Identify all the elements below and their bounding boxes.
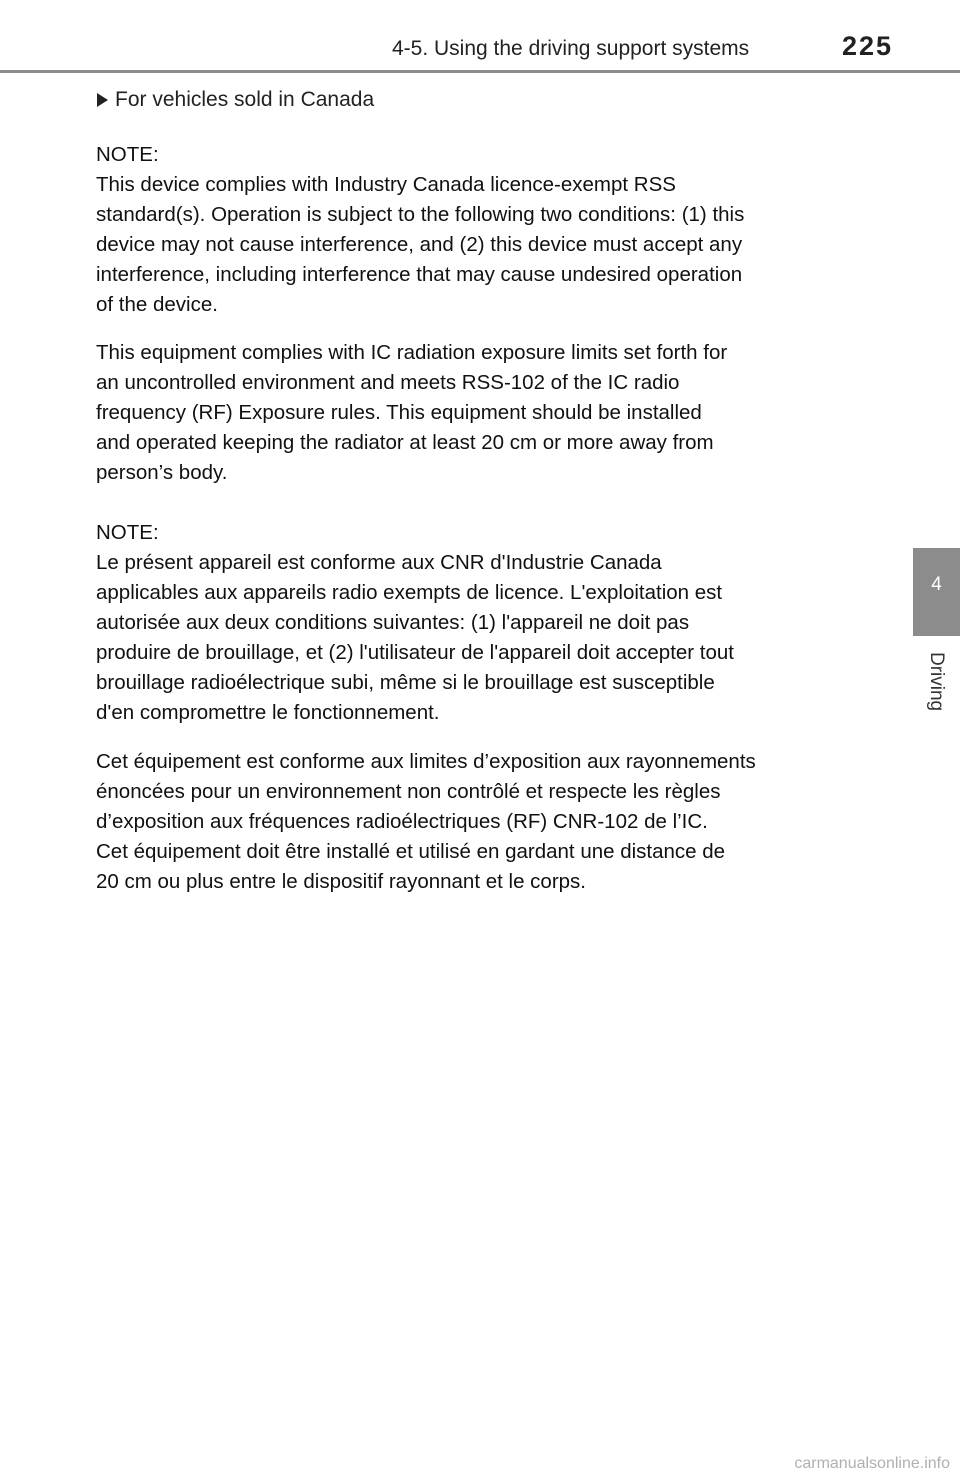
note-line: frequency (RF) Exposure rules. This equipment should be installed: [96, 401, 702, 424]
note-line: Cet équipement doit être installé et utilisé en gardant une distance de: [96, 840, 726, 863]
note-line: 20 cm ou plus entre le dispositif rayonnant et le corps.: [96, 870, 586, 893]
page-number: 225: [842, 31, 894, 61]
chapter-label-text: Driving: [926, 652, 947, 712]
note-line: Le présent appareil est conforme aux CNR d'Industrie Canada: [96, 551, 662, 574]
english-note-block: [96, 140, 856, 320]
note-line: person’s body.: [96, 461, 228, 484]
chapter-label: [912, 652, 960, 732]
header-divider: [0, 70, 960, 73]
english-rf-block: [96, 338, 856, 488]
note-line: produire de brouillage, et (2) l'utilisateur de l'appareil doit accepter tout: [96, 641, 735, 664]
note-line: an uncontrolled environment and meets RSS-102 of the IC radio: [96, 371, 680, 394]
note-line: device may not cause interference, and (2) this device must accept any: [96, 233, 743, 256]
note-line: and operated keeping the radiator at least 20 cm or more away from: [96, 431, 714, 454]
note-line: Cet équipement est conforme aux limites d’exposition aux rayonnements: [96, 750, 756, 773]
section-heading-text: For vehicles sold in Canada: [115, 88, 375, 111]
note-line: of the device.: [96, 293, 218, 316]
note-line: This equipment complies with IC radiation exposure limits set forth for: [96, 341, 728, 364]
note-line: NOTE:: [96, 143, 159, 166]
triangle-bullet-icon: [97, 93, 108, 107]
note-line: autorisée aux deux conditions suivantes: (1) l'appareil ne doit pas: [96, 611, 690, 634]
page-header: [0, 0, 960, 72]
section-title: 4-5. Using the driving support systems: [392, 37, 750, 60]
note-line: d’exposition aux fréquences radioélectriques (RF) CNR-102 de l’IC.: [96, 810, 708, 833]
note-line: d'en compromettre le fonctionnement.: [96, 701, 440, 724]
note-line: applicables aux appareils radio exempts de licence. L'exploitation est: [96, 581, 723, 604]
note-line: NOTE:: [96, 521, 159, 544]
french-rf-block: [96, 747, 856, 897]
note-line: standard(s). Operation is subject to the following two conditions: (1) this: [96, 203, 745, 226]
chapter-number: 4: [931, 574, 942, 595]
note-line: This device complies with Industry Canada licence-exempt RSS: [96, 173, 676, 196]
section-heading: [97, 88, 374, 112]
note-line: interference, including interference that may cause undesired operation: [96, 263, 743, 286]
note-line: brouillage radioélectrique subi, même si le brouillage est susceptible: [96, 671, 715, 694]
note-line: énoncées pour un environnement non contrôlé et respecte les règles: [96, 780, 721, 803]
watermark: carmanualsonline.info: [794, 1455, 950, 1472]
french-note-block: [96, 518, 856, 728]
chapter-tab[interactable]: [913, 548, 960, 636]
